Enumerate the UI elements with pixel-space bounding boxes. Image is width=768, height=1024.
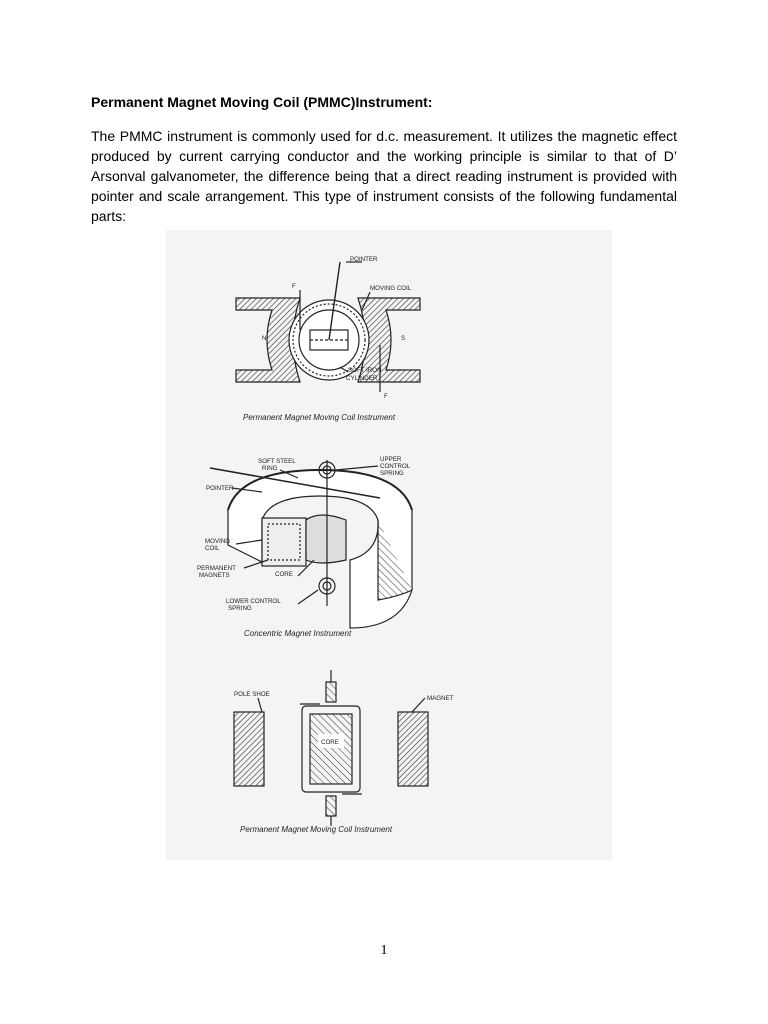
- label-upper-2: CONTROL: [380, 463, 411, 470]
- label-upper-3: SPRING: [380, 470, 404, 477]
- label-f-bottom: F: [384, 393, 388, 400]
- label-magnet: MAGNET: [427, 695, 454, 702]
- label-moving-coil: MOVING COIL: [370, 285, 412, 292]
- page-number: 1: [380, 943, 388, 958]
- label-soft-steel-1: SOFT STEEL: [258, 458, 296, 465]
- label-permanent-2: MAGNETS: [199, 572, 230, 579]
- label-core-3: CORE: [321, 739, 339, 746]
- label-permanent-1: PERMANENT: [197, 565, 236, 572]
- label-core-2: CORE: [275, 571, 293, 578]
- label-pointer-2: POINTER: [206, 485, 234, 492]
- label-moving-2: COIL: [205, 545, 220, 552]
- intro-paragraph: The PMMC instrument is commonly used for d.c. measurement. It utilizes the magnetic effect produced by current carrying conductor and the working principle is similar to that of D’ Arsonval galvanometer, the difference being that a direct reading instrument is provided with pointer and scale arrangement. This type of instrument consists of the following fundamental parts:: [91, 128, 677, 224]
- label-lower-1: LOWER CONTROL: [226, 598, 281, 605]
- label-f-top: F: [292, 283, 296, 290]
- figure-3-caption: Permanent Magnet Moving Coil Instrument: [240, 825, 393, 834]
- figure-1-caption: Permanent Magnet Moving Coil Instrument: [243, 413, 396, 422]
- label-lower-2: SPRING: [228, 605, 252, 612]
- label-n: N: [262, 335, 267, 342]
- label-moving-1: MOVING: [205, 538, 231, 545]
- figure-2-caption: Concentric Magnet Instrument: [244, 629, 352, 638]
- label-pole-shoe: POLE SHOE: [234, 691, 270, 698]
- label-upper-1: UPPER: [380, 456, 402, 463]
- label-pointer: POINTER: [350, 256, 378, 263]
- figure-1-diagram: [236, 262, 420, 392]
- label-s: S: [401, 335, 406, 342]
- label-soft-iron-2: CYLINDER: [346, 375, 378, 382]
- label-soft-steel-2: RING: [262, 465, 278, 472]
- label-soft-iron-1: SOFT IRON: [348, 367, 382, 374]
- page-title: Permanent Magnet Moving Coil (PMMC)Instrument:: [91, 94, 433, 110]
